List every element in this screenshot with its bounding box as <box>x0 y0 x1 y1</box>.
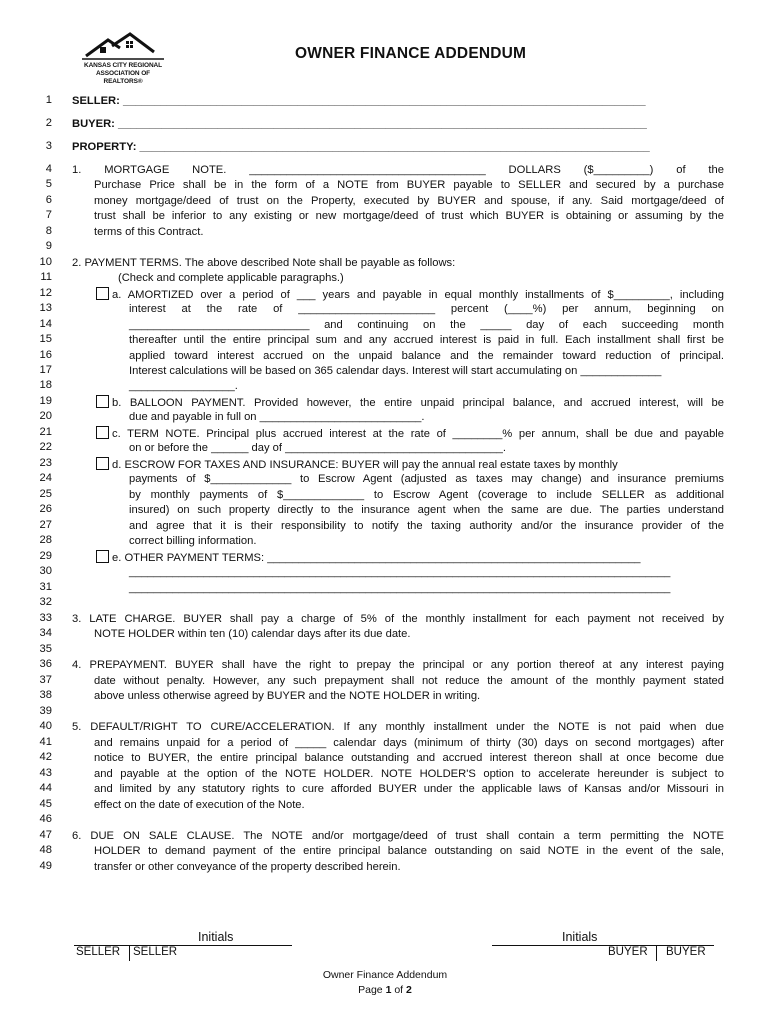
line-number: 1 <box>45 94 52 106</box>
default-line-41: and remains unpaid for a period of _____ calendar days (minimum of thirty (30) days on second mortgages) after <box>94 737 724 749</box>
line-number: 41 <box>39 736 52 748</box>
line-number: 25 <box>39 488 52 500</box>
option-a-line-15: thereafter until the entire principal sum and any accrued interest is paid in full. Each installment shall first be <box>129 334 724 346</box>
line-number: 5 <box>45 178 52 190</box>
default-line-44: and limited by any statutory rights to cure afforded BUYER under the applicable laws of Kansas and/or Missouri in <box>94 783 724 795</box>
option-a-line-14: _____________________________ and continuing on the _____ day of each succeeding month <box>129 319 724 331</box>
mortgage-note-line-7: trust shall be inferior to any existing or new mortgage/deed of trust which BUYER is obtaining or assuming by the <box>94 210 724 222</box>
option-e-line-31[interactable]: _______________________________________________________________________________________ <box>129 582 671 594</box>
option-a-line-18: _________________. <box>129 380 238 392</box>
option-a-line-17: Interest calculations will be based on 365 calendar days. Interest will start accumulating on _____________ <box>129 365 662 377</box>
due-on-sale-line-49: transfer or other conveyance of the property described herein. <box>94 861 401 873</box>
option-a-checkbox[interactable] <box>96 287 109 300</box>
line-number: 14 <box>39 318 52 330</box>
line-number: 35 <box>39 643 52 655</box>
buyer-2-label: BUYER <box>666 946 706 958</box>
option-c-line-21: c. TERM NOTE. Principal plus accrued interest at the rate of ________% per annum, shall be due and payable <box>96 426 724 443</box>
mortgage-note-line-4: 1. MORTGAGE NOTE. ______________________________________ DOLLARS ($_________) of the <box>72 164 724 176</box>
option-a-line-13: interest at the rate of ______________________ percent (____%) per annum, beginning on <box>129 303 724 315</box>
line-number: 3 <box>45 140 52 152</box>
of-word: of <box>394 984 404 996</box>
buyer-initials-divider <box>656 945 657 961</box>
late-charge-line-34: NOTE HOLDER within ten (10) calendar days after its due date. <box>94 628 411 640</box>
logo-line-1: KANSAS CITY REGIONAL <box>83 62 163 69</box>
line-number: 20 <box>39 410 52 422</box>
option-b-line-20: due and payable in full on __________________________. <box>129 411 425 423</box>
line-number: 11 <box>40 271 52 283</box>
option-d-line-26: insured) on such property directly to the insurance agent when the same are due. The parties understand <box>129 504 724 516</box>
default-line-45: effect on the date of execution of the Note. <box>94 799 305 811</box>
line-number: 21 <box>39 426 52 438</box>
line-number: 39 <box>39 705 52 717</box>
default-line-42: notice to BUYER, the entire principal balance outstanding and accrued interest thereon shall at once become due <box>94 752 724 764</box>
buyer-field[interactable]: BUYER: _____________________________________________________________________________________ <box>72 118 647 130</box>
due-on-sale-line-48: HOLDER to demand payment of the entire principal balance outstanding on said NOTE in the event of the sale, <box>94 845 724 857</box>
option-c-checkbox[interactable] <box>96 426 109 439</box>
page-total: 2 <box>406 984 412 996</box>
line-number: 4 <box>45 163 52 175</box>
line-number: 32 <box>39 596 52 608</box>
default-line-40: 5. DEFAULT/RIGHT TO CURE/ACCELERATION. If any monthly installment under the NOTE is not paid when due <box>72 721 724 733</box>
line-number: 43 <box>39 767 52 779</box>
line-number: 44 <box>39 782 52 794</box>
option-d-line-27: and agree that it is their responsibility to notify the taxing authority and/or the insurance provider of the <box>129 520 724 532</box>
prepayment-line-38: above unless otherwise agreed by BUYER and the NOTE HOLDER in writing. <box>94 690 481 702</box>
due-on-sale-line-47: 6. DUE ON SALE CLAUSE. The NOTE and/or mortgage/deed of trust shall contain a term permitting the NOTE <box>72 830 724 842</box>
seller-field[interactable]: SELLER: ____________________________________________________________________________________ <box>72 95 646 107</box>
document-title: OWNER FINANCE ADDENDUM <box>295 45 527 62</box>
option-d-line-28: correct billing information. <box>129 535 257 547</box>
default-line-43: and payable at the option of the NOTE HOLDER. NOTE HOLDER'S option to accelerate hereunder is subject to <box>94 768 724 780</box>
prepayment-line-37: date without penalty. However, any such prepayment shall not reduce the amount of the monthly payment stated <box>94 675 724 687</box>
line-number: 42 <box>39 751 52 763</box>
line-number: 34 <box>39 627 52 639</box>
mortgage-note-line-8: terms of this Contract. <box>94 226 204 238</box>
line-number: 49 <box>39 860 52 872</box>
line-number: 9 <box>45 240 52 252</box>
seller-initials-label: Initials <box>198 930 234 944</box>
mortgage-note-line-5: Purchase Price shall be in the form of a NOTE from BUYER payable to SELLER and secured by a purchase <box>94 179 724 191</box>
option-e-line-30[interactable]: _______________________________________________________________________________________ <box>129 566 671 578</box>
payment-terms-instruction: (Check and complete applicable paragraphs.) <box>118 272 344 284</box>
line-number: 31 <box>39 581 52 593</box>
option-e-checkbox[interactable] <box>96 550 109 563</box>
late-charge-line-33: 3. LATE CHARGE. BUYER shall pay a charge of 5% of the monthly installment for each payment not received by <box>72 613 724 625</box>
mortgage-note-line-6: money mortgage/deed of trust on the Property, executed by BUYER and spouse, if any. Said mortgage/deed of <box>94 195 724 207</box>
line-number: 33 <box>39 612 52 624</box>
line-number: 18 <box>39 379 52 391</box>
seller-initials-divider <box>129 945 130 961</box>
footer-form-name: Owner Finance Addendum <box>322 969 448 981</box>
line-number: 16 <box>39 349 52 361</box>
line-number: 15 <box>39 333 52 345</box>
line-number: 45 <box>39 798 52 810</box>
option-a-line-16: applied toward interest accrued on the unpaid balance and the remainder toward reduction of principal. <box>129 350 724 362</box>
option-a-line-12: a. AMORTIZED over a period of ___ years and payable in equal monthly installments of $_________, including <box>96 287 724 304</box>
line-number: 30 <box>39 565 52 577</box>
option-d-line-25: by monthly payments of $_____________ to Escrow Agent (coverage to include SELLER as additional <box>129 489 724 501</box>
line-number: 26 <box>39 503 52 515</box>
footer-page-number <box>0 983 770 998</box>
page-current: 1 <box>385 984 392 996</box>
line-number: 24 <box>39 472 52 484</box>
seller-2-label: SELLER <box>133 946 178 958</box>
option-c-line-22: on or before the ______ day of ___________________________________. <box>129 442 506 454</box>
line-number: 10 <box>39 256 52 268</box>
line-number: 2 <box>45 117 52 129</box>
kcrar-logo <box>78 32 168 84</box>
seller-1-label: SELLER <box>76 946 121 958</box>
line-number: 28 <box>39 534 52 546</box>
line-number: 13 <box>39 302 52 314</box>
prepayment-line-36: 4. PREPAYMENT. BUYER shall have the right to prepay the principal or any portion thereof at any interest paying <box>72 659 724 671</box>
line-number: 37 <box>39 674 52 686</box>
page-word: Page <box>358 984 383 996</box>
line-number: 22 <box>39 441 52 453</box>
line-number: 6 <box>45 194 52 206</box>
option-e-line-29: e. OTHER PAYMENT TERMS: ____________________________________________________________ <box>96 550 641 567</box>
line-number: 23 <box>39 457 52 469</box>
line-number: 8 <box>45 225 52 237</box>
line-number: 40 <box>39 720 52 732</box>
line-number: 27 <box>39 519 52 531</box>
line-number: 47 <box>39 829 52 841</box>
option-d-checkbox[interactable] <box>96 457 109 470</box>
buyer-1-label: BUYER <box>608 946 648 958</box>
payment-terms-heading: 2. PAYMENT TERMS. The above described Note shall be payable as follows: <box>72 257 456 269</box>
line-number: 29 <box>39 550 52 562</box>
line-number: 12 <box>39 287 52 299</box>
line-number: 17 <box>39 364 52 376</box>
buyer-initials-label: Initials <box>562 930 598 944</box>
line-number: 46 <box>39 813 52 825</box>
option-b-line-19: b. BALLOON PAYMENT. Provided however, the entire unpaid principal balance, and accrued interest, will be <box>96 395 724 412</box>
line-number: 7 <box>45 209 52 221</box>
line-number: 19 <box>39 395 52 407</box>
property-field[interactable]: PROPERTY: __________________________________________________________________________________ <box>72 141 650 153</box>
logo-line-2: ASSOCIATION OF REALTORS® <box>95 70 151 85</box>
option-b-checkbox[interactable] <box>96 395 109 408</box>
option-d-line-24: payments of $_____________ to Escrow Agent (adjusted as taxes may change) and insurance premiums <box>129 473 724 485</box>
line-number: 36 <box>39 658 52 670</box>
option-d-line-23: d. ESCROW FOR TAXES AND INSURANCE: BUYER will pay the annual real estate taxes by monthly <box>96 457 618 474</box>
line-number: 48 <box>39 844 52 856</box>
line-number: 38 <box>39 689 52 701</box>
house-logo-icon <box>78 32 168 62</box>
